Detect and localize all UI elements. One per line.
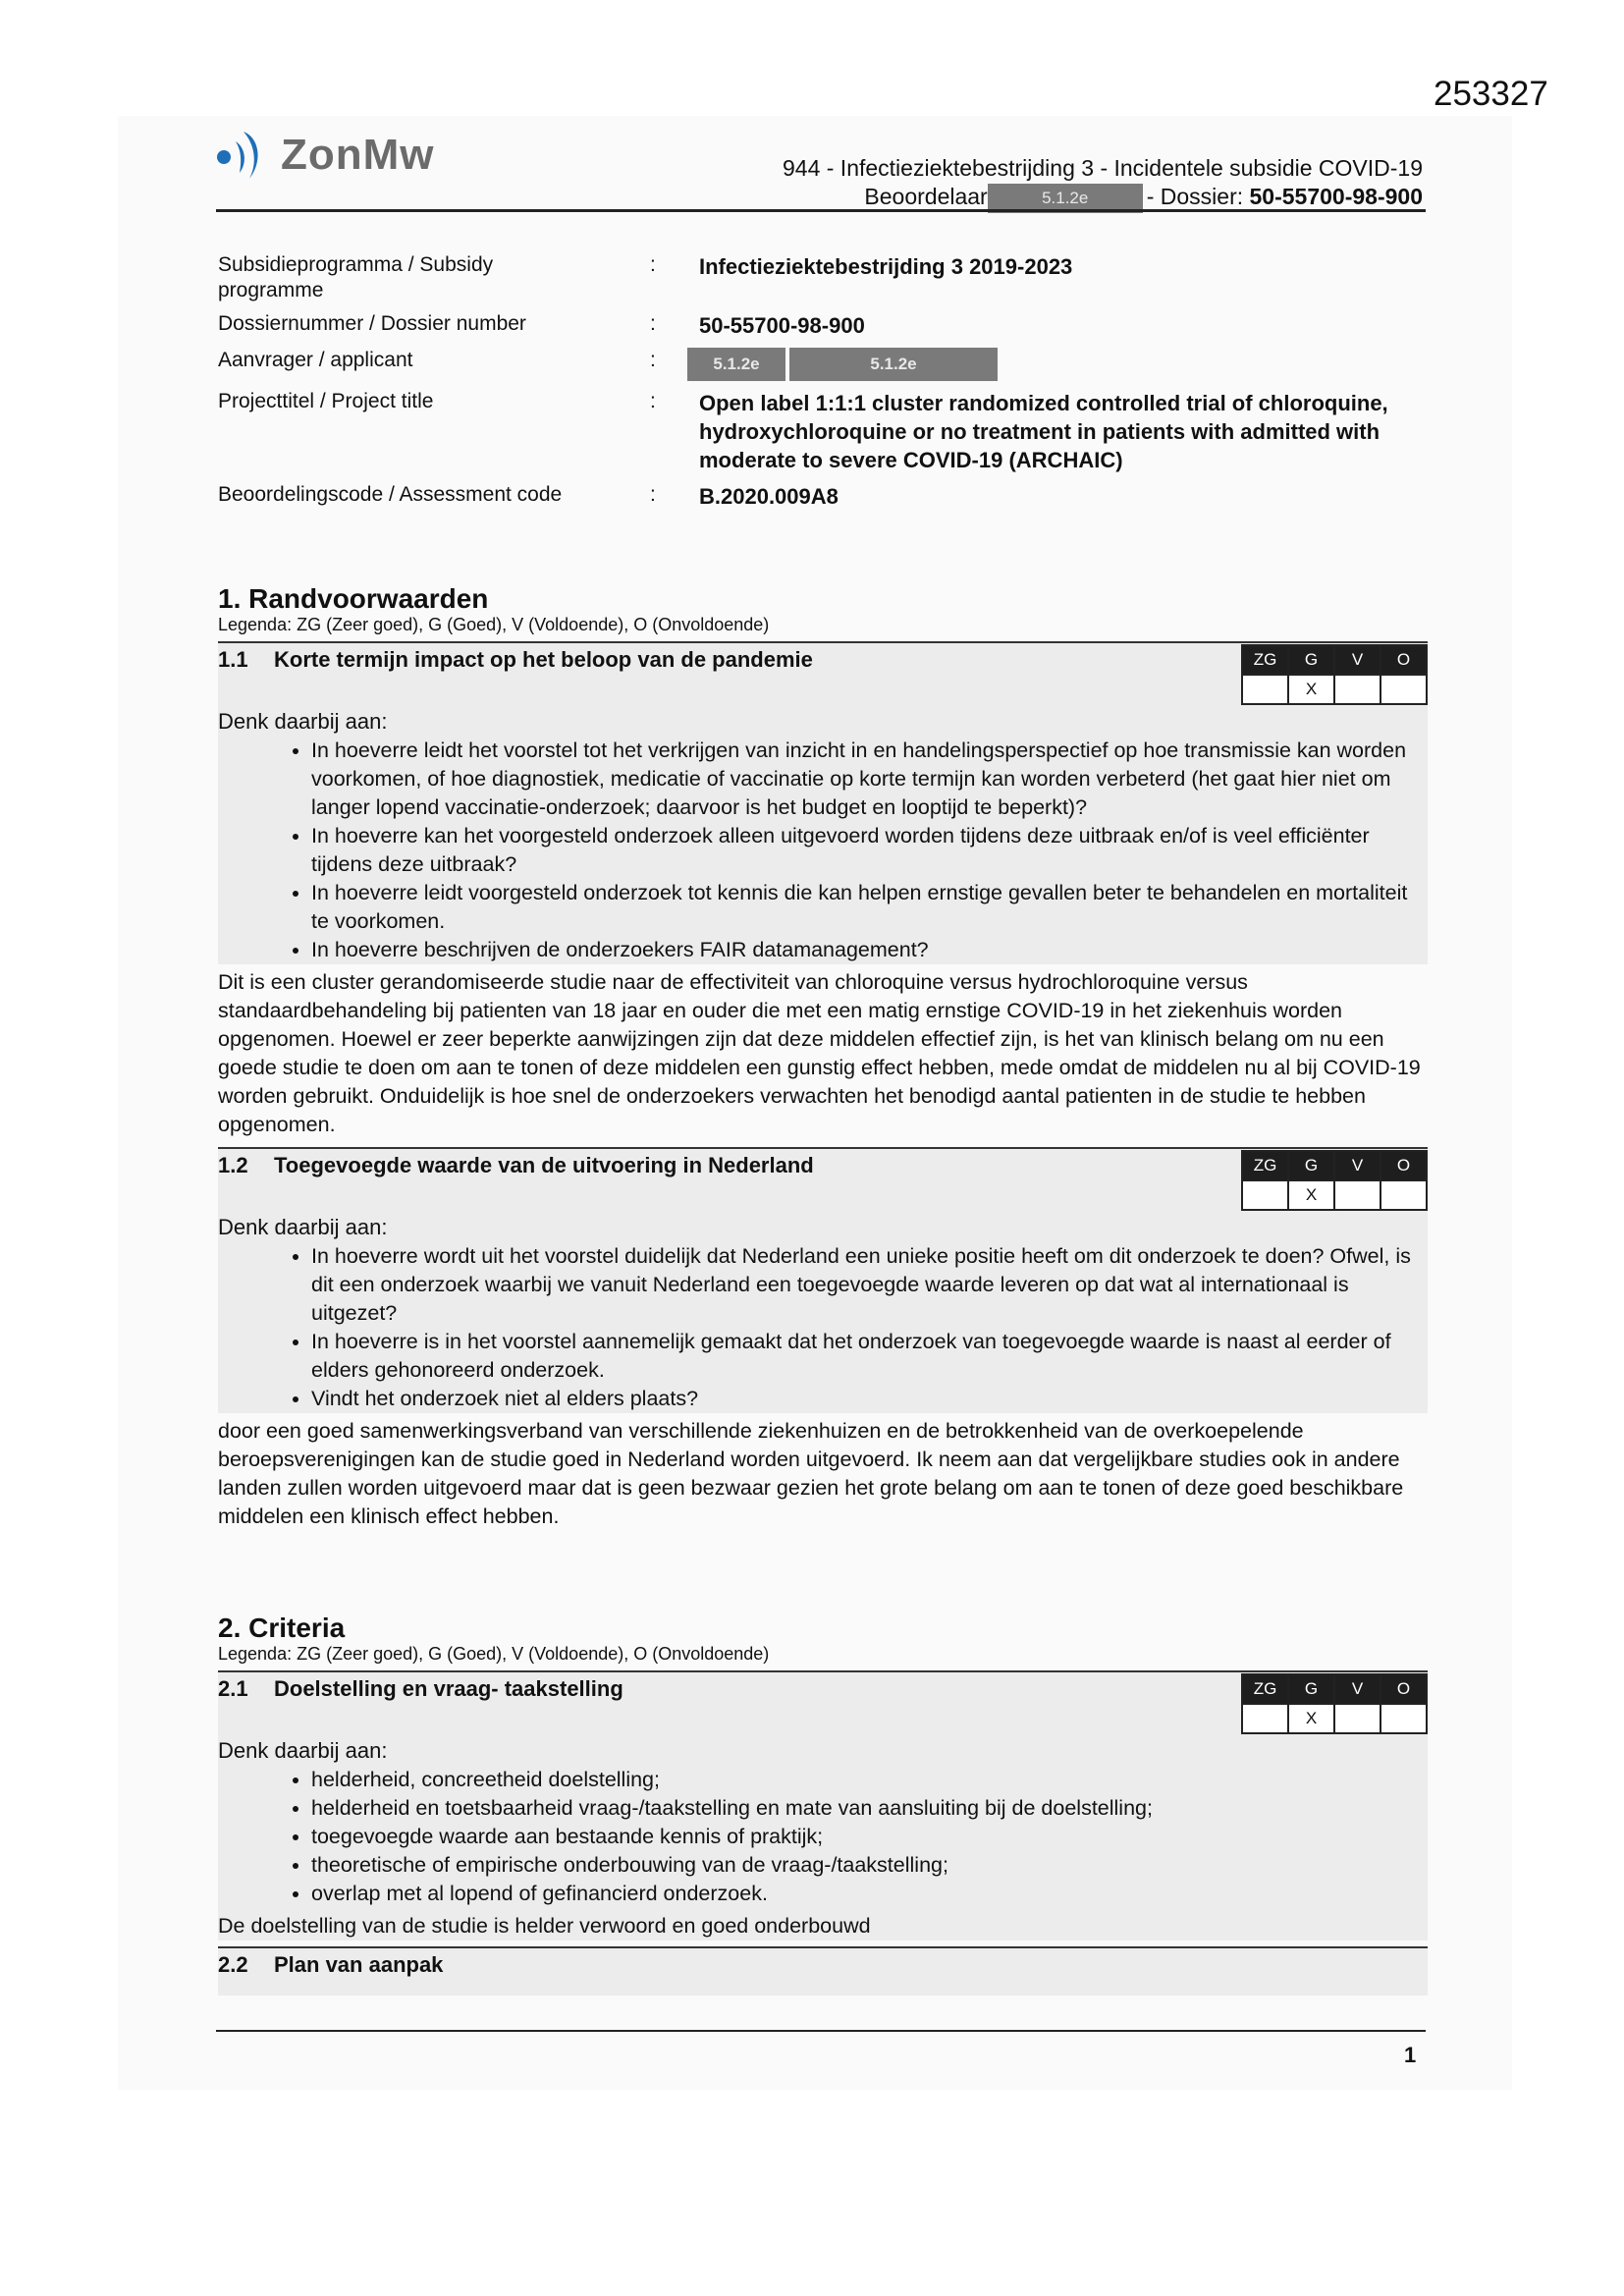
meta-value: 50-55700-98-900 [699, 313, 865, 338]
rating-cell-v[interactable] [1334, 675, 1380, 704]
header-divider [216, 209, 1426, 212]
rating-cell-g[interactable]: X [1288, 675, 1334, 704]
guidance-intro: Denk daarbij aan: [218, 1738, 388, 1763]
rating-grid[interactable] [1241, 644, 1428, 705]
section-title: 1. Randvoorwaarden [218, 583, 489, 614]
section-randvoorwaarden [218, 583, 1428, 1531]
guidance-list [218, 1766, 1428, 1908]
meta-colon: : [650, 349, 656, 371]
guidance-item: • In hoeverre kan het voorgesteld onderzoek alleen uitgevoerd worden tijdens deze uitbraak en/of is veel efficiënter tijdens deze uitbraak? [311, 822, 1428, 879]
dossier-metadata [218, 252, 1426, 519]
guidance-item: • helderheid, concreetheid doelstelling; [311, 1766, 1428, 1794]
guidance-item: • theoretische of empirische onderbouwing van de vraag-/taakstelling; [311, 1851, 1428, 1880]
guidance-item: • In hoeverre beschrijven de onderzoekers FAIR datamanagement? [311, 936, 1428, 964]
guidance-item: • In hoeverre leidt het voorstel tot het verkrijgen van inzicht in en handelingsperspectief op hoe transmissie kan worden voorkomen, of hoe diagnostiek, medicatie of vaccinatie op korte termijn kan worden verbeterd (het gaat hier niet om langer lopend vaccinatie-onderzoek; daarvoor is het budget en looptijd te beperkt)? [311, 737, 1428, 822]
rating-header-v: V [1334, 1151, 1380, 1180]
rating-cell-g[interactable]: X [1288, 1180, 1334, 1210]
zonmw-logo [214, 128, 435, 183]
footer-divider [216, 2030, 1426, 2032]
question-title: 1.2 Toegevoegde waarde van de uitvoering in Nederland [218, 1153, 814, 1177]
meta-label: Aanvrager / applicant [218, 349, 413, 371]
rating-cell-zg[interactable] [1242, 1704, 1288, 1733]
guidance-item: • Vindt het onderzoek niet al elders plaats? [311, 1385, 1428, 1413]
rating-header-g: G [1288, 1674, 1334, 1704]
rating-header-v: V [1334, 1674, 1380, 1704]
meta-value: B.2020.009A8 [699, 484, 839, 509]
meta-value: Infectieziektebestrijding 3 2019-2023 [699, 254, 1073, 279]
question-title: 2.2 Plan van aanpak [218, 1952, 444, 1977]
question-1-2 [218, 1147, 1428, 1413]
rating-grid[interactable] [1241, 1150, 1428, 1211]
reviewer-answer: Dit is een cluster gerandomiseerde studie naar de effectiviteit van chloroquine versus hydrochloroquine versus standaardbehandeling bij patienten van 18 jaar en ouder die met een matig ernstige COVID-19 in het ziekenhuis worden opgenomen. Hoewel er zeer beperkte aanwijzingen zijn dat deze middelen effectief zijn, is het van klinisch belang om nu een goede studie te doen om aan te tonen of deze middelen een gunstig effect hebben, mede omdat de middelen nu al bij COVID-19 worden gebruikt. Onduidelijk is hoe snel de onderzoekers verwachten het benodigd aantal patienten in de studie te hebben opgenomen. [218, 970, 1421, 1136]
rating-header-o: O [1380, 1674, 1427, 1704]
beoordelaar-label: Beoordelaar [864, 184, 988, 209]
header-program-line: 944 - Infectieziektebestrijding 3 - Incidentele subsidie COVID-19 [782, 155, 1423, 181]
meta-label: Projecttitel / Project title [218, 390, 434, 412]
section-legend: Legenda: ZG (Zeer goed), G (Goed), V (Voldoende), O (Onvoldoende) [218, 1644, 770, 1664]
rating-header-v: V [1334, 645, 1380, 675]
guidance-item: • overlap met al lopend of gefinancierd onderzoek. [311, 1880, 1428, 1908]
question-1-1 [218, 641, 1428, 964]
rating-header-zg: ZG [1242, 645, 1288, 675]
applicant-redaction-2: 5.1.2e [789, 348, 998, 381]
rating-cell-o[interactable] [1380, 1180, 1427, 1210]
rating-header-zg: ZG [1242, 1151, 1288, 1180]
rating-header-o: O [1380, 645, 1427, 675]
beoordelaar-redaction: 5.1.2e [988, 184, 1143, 213]
question-2-1 [218, 1670, 1428, 1941]
meta-row-project-title [218, 389, 1426, 474]
rating-cell-zg[interactable] [1242, 675, 1288, 704]
dossier-number: 50-55700-98-900 [1249, 184, 1423, 209]
rating-cell-o[interactable] [1380, 675, 1427, 704]
page-number: 1 [1404, 2043, 1417, 2067]
meta-colon: : [650, 312, 656, 335]
question-2-2 [218, 1946, 1428, 1995]
section-legend: Legenda: ZG (Zeer goed), G (Goed), V (Voldoende), O (Onvoldoende) [218, 615, 770, 634]
dossier-prefix: - Dossier: [1146, 184, 1244, 209]
rating-cell-v[interactable] [1334, 1704, 1380, 1733]
reviewer-answer: De doelstelling van de studie is helder verwoord en goed onderbouwd [218, 1914, 871, 1938]
guidance-item: • toegevoegde waarde aan bestaande kennis of praktijk; [311, 1823, 1428, 1851]
rating-header-g: G [1288, 645, 1334, 675]
meta-value [699, 348, 1426, 381]
meta-row-dossier-number [218, 311, 1426, 340]
rating-header-zg: ZG [1242, 1674, 1288, 1704]
meta-colon: : [650, 483, 656, 506]
question-title: 2.1 Doelstelling en vraag- taakstelling [218, 1676, 623, 1701]
guidance-list [218, 1242, 1428, 1413]
guidance-item: • In hoeverre leidt voorgesteld onderzoek tot kennis die kan helpen ernstige gevallen beter te behandelen en mortaliteit te voorkomen. [311, 879, 1428, 936]
section-title: 2. Criteria [218, 1613, 346, 1643]
rating-cell-o[interactable] [1380, 1704, 1427, 1733]
document-number: 253327 [1434, 75, 1548, 113]
meta-colon: : [650, 390, 656, 412]
meta-label: Subsidieprogramma / Subsidy programme [218, 253, 494, 301]
rating-cell-v[interactable] [1334, 1180, 1380, 1210]
guidance-item: • helderheid en toetsbaarheid vraag-/taakstelling en mate van aansluiting bij de doelstelling; [311, 1794, 1428, 1823]
rating-cell-g[interactable]: X [1288, 1704, 1334, 1733]
meta-row-applicant [218, 348, 1426, 381]
document-header-info [783, 154, 1423, 213]
zonmw-logo-icon [214, 128, 269, 183]
zonmw-brand-text: ZonMw [281, 131, 435, 179]
rating-cell-zg[interactable] [1242, 1180, 1288, 1210]
guidance-item: • In hoeverre wordt uit het voorstel duidelijk dat Nederland een unieke positie heeft om dit onderzoek te doen? Ofwel, is dit een onderzoek waarbij we vanuit Nederland een toegevoegde waarde leveren op dat wat al internationaal is uitgezet? [311, 1242, 1428, 1328]
guidance-intro: Denk daarbij aan: [218, 709, 388, 734]
guidance-item: • In hoeverre is in het voorstel aannemelijk gemaakt dat het onderzoek van toegevoegde waarde is naast al eerder of elders gehonoreerd onderzoek. [311, 1328, 1428, 1385]
guidance-intro: Denk daarbij aan: [218, 1215, 388, 1239]
meta-label: Dossiernummer / Dossier number [218, 312, 526, 335]
section-criteria [218, 1613, 1428, 1995]
rating-header-o: O [1380, 1151, 1427, 1180]
rating-grid[interactable] [1241, 1673, 1428, 1734]
meta-value: Open label 1:1:1 cluster randomized controlled trial of chloroquine, hydroxychloroquine or no treatment in patients with admitted with moderate to severe COVID-19 (ARCHAIC) [699, 391, 1388, 472]
meta-row-subsidy-programme [218, 252, 1426, 303]
guidance-list [218, 737, 1428, 964]
meta-row-assessment-code [218, 482, 1426, 511]
applicant-redaction-1: 5.1.2e [687, 348, 785, 381]
rating-header-g: G [1288, 1151, 1334, 1180]
question-title: 1.1 Korte termijn impact op het beloop van de pandemie [218, 647, 813, 672]
meta-label: Beoordelingscode / Assessment code [218, 483, 563, 506]
reviewer-answer: door een goed samenwerkingsverband van verschillende ziekenhuizen en de betrokkenheid van de overkoepelende beroepsverenigingen kan de studie goed in Nederland worden uitgevoerd. Ik neem aan dat vergelijkbare studies ook in andere landen zullen worden uitgevoerd maar dat is geen bezwaar gezien het grote belang om aan te tonen of deze goed beschikbare middelen een klinisch effect hebben. [218, 1419, 1404, 1528]
meta-colon: : [650, 253, 656, 276]
